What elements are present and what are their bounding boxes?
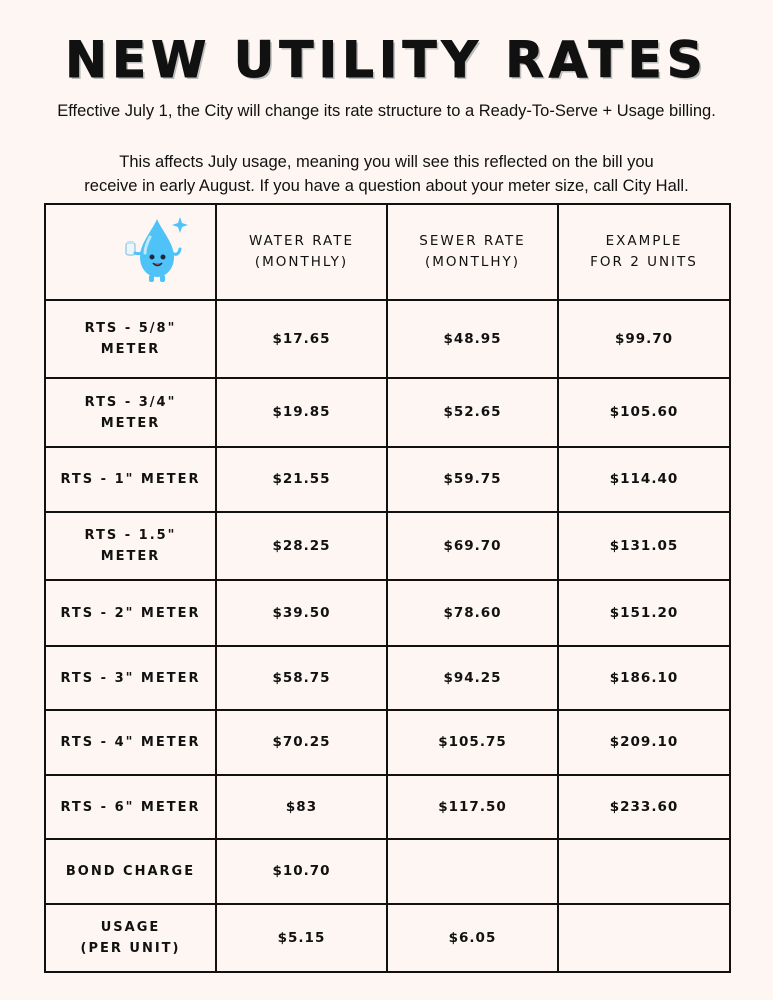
- row-label-line-1: RTS - 6" METER: [60, 799, 201, 815]
- table-row: [45, 904, 730, 972]
- sewer-rate-value: $52.65: [387, 378, 558, 447]
- row-label-line-1: BOND CHARGE: [65, 864, 196, 879]
- row-label-line-1: RTS - 5/8": [84, 321, 177, 336]
- billing-note: [20, 150, 753, 198]
- row-label-line-2: METER: [100, 342, 161, 357]
- rates-table: [44, 203, 731, 973]
- row-label: [45, 839, 216, 904]
- row-label-line-1: RTS - 3/4": [84, 394, 177, 410]
- header-water-rate-line-1: WATER RATE: [248, 233, 355, 249]
- row-label: [45, 710, 216, 775]
- table-row: [45, 378, 730, 447]
- table-row: [45, 512, 730, 580]
- water-rate-value: $28.25: [216, 512, 387, 580]
- row-label-line-1: RTS - 1.5": [84, 528, 177, 543]
- example-value: $114.40: [558, 447, 730, 512]
- water-rate-value: $5.15: [216, 904, 387, 972]
- example-value: $105.60: [558, 378, 730, 447]
- example-value: [558, 839, 730, 904]
- row-label-line-1: RTS - 3" METER: [60, 670, 201, 686]
- table-header-row: [45, 204, 730, 300]
- example-value: $99.70: [558, 300, 730, 378]
- row-label-line-2: METER: [100, 549, 161, 564]
- example-value: $233.60: [558, 775, 730, 839]
- table-row: [45, 710, 730, 775]
- effective-notice: Effective July 1, the City will change its rate structure to a Ready-To-Serve + Usage billing.: [57, 102, 716, 120]
- row-label-line-1: RTS - 4" METER: [60, 735, 201, 750]
- water-rate-value: $10.70: [216, 839, 387, 904]
- header-example: [558, 204, 730, 300]
- sewer-rate-value: $117.50: [387, 775, 558, 839]
- table-row: [45, 839, 730, 904]
- header-water-rate-line-2: (MONTHLY): [254, 254, 349, 270]
- row-label-line-1: RTS - 2" METER: [60, 605, 201, 621]
- header-example-line-2: FOR 2 UNITS: [590, 254, 698, 270]
- table-row: [45, 580, 730, 646]
- example-value: [558, 904, 730, 972]
- row-label: [45, 512, 216, 580]
- row-label: [45, 775, 216, 839]
- header-sewer-rate-line-2: (MONTLHY): [424, 254, 521, 270]
- sewer-rate-value: $59.75: [387, 447, 558, 512]
- billing-note-line-1: This affects July usage, meaning you will see this reflected on the bill you: [119, 153, 654, 171]
- table-row: [45, 300, 730, 378]
- sewer-rate-value: $6.05: [387, 904, 558, 972]
- page-title: NEW UTILITY RATES: [65, 31, 708, 89]
- row-label-line-2: METER: [100, 415, 161, 431]
- sewer-rate-value: $94.25: [387, 646, 558, 710]
- row-label: [45, 300, 216, 378]
- example-value: $151.20: [558, 580, 730, 646]
- mascot-cell: [45, 204, 216, 300]
- header-water-rate: [216, 204, 387, 300]
- row-label: [45, 447, 216, 512]
- row-label: [45, 580, 216, 646]
- water-rate-value: $39.50: [216, 580, 387, 646]
- water-rate-value: $58.75: [216, 646, 387, 710]
- example-value: $186.10: [558, 646, 730, 710]
- table-row: [45, 646, 730, 710]
- example-value: $131.05: [558, 512, 730, 580]
- billing-note-line-2: receive in early August. If you have a question about your meter size, call City Hall.: [84, 177, 689, 195]
- sewer-rate-value: [387, 839, 558, 904]
- sewer-rate-value: $48.95: [387, 300, 558, 378]
- header-sewer-rate-line-1: SEWER RATE: [419, 233, 526, 249]
- water-rate-value: $83: [216, 775, 387, 839]
- water-rate-value: $70.25: [216, 710, 387, 775]
- water-rate-value: $21.55: [216, 447, 387, 512]
- sewer-rate-value: $105.75: [387, 710, 558, 775]
- row-label: [45, 378, 216, 447]
- water-rate-value: $17.65: [216, 300, 387, 378]
- row-label-line-2: (PER UNIT): [80, 941, 181, 956]
- header-sewer-rate: [387, 204, 558, 300]
- table-row: [45, 775, 730, 839]
- table-row: [45, 447, 730, 512]
- row-label: [45, 904, 216, 972]
- row-label-line-1: USAGE: [100, 920, 161, 935]
- header-example-line-1: EXAMPLE: [605, 233, 683, 249]
- sewer-rate-value: $69.70: [387, 512, 558, 580]
- row-label-line-1: RTS - 1" METER: [60, 472, 201, 487]
- water-drop-mascot-icon: [122, 213, 192, 285]
- sewer-rate-value: $78.60: [387, 580, 558, 646]
- water-rate-value: $19.85: [216, 378, 387, 447]
- example-value: $209.10: [558, 710, 730, 775]
- row-label: [45, 646, 216, 710]
